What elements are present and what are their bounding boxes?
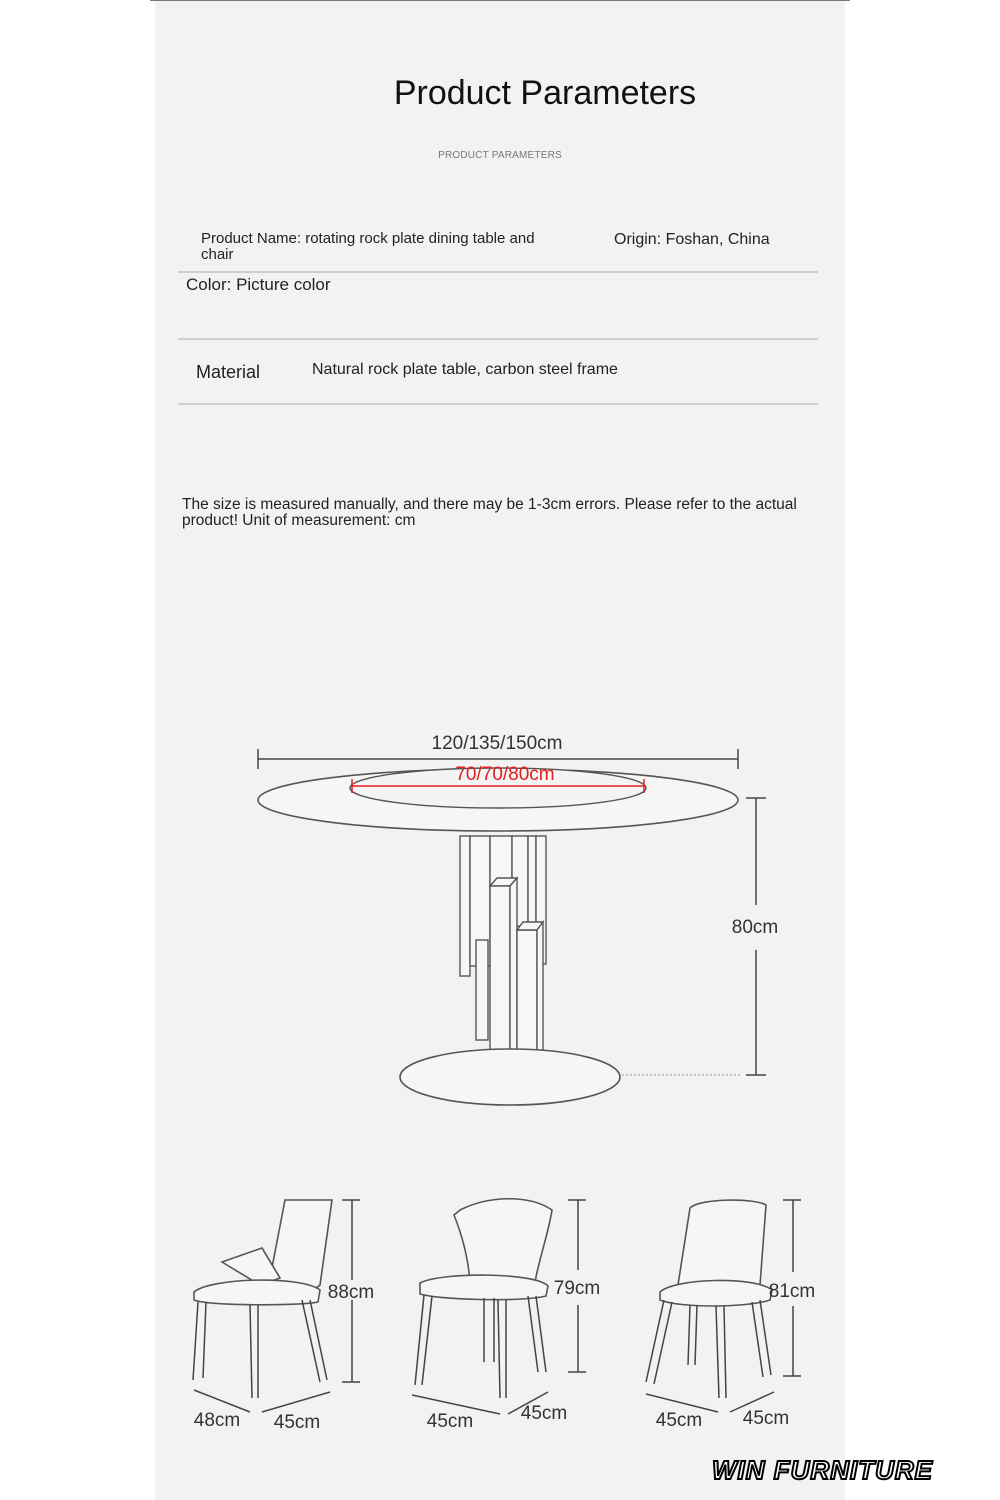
chair-2-depth: 45cm xyxy=(520,1403,568,1424)
product-name: Product Name: rotating rock plate dining table and chair xyxy=(201,230,535,263)
chair-2 xyxy=(412,1199,600,1432)
chair-2-width: 45cm xyxy=(426,1411,474,1432)
chair-2-height: 79cm xyxy=(553,1278,601,1299)
table-height-label: 80cm xyxy=(731,917,779,938)
chair-3 xyxy=(646,1200,815,1431)
origin: Origin: Foshan, China xyxy=(614,231,770,248)
chair-1-depth: 45cm xyxy=(273,1412,321,1433)
page-title: Product Parameters xyxy=(393,74,697,112)
chair-1-height: 88cm xyxy=(327,1282,375,1303)
chair-3-height: 81cm xyxy=(768,1281,816,1302)
chair-3-width: 45cm xyxy=(655,1410,703,1431)
brand-logo-text: WIN FURNITURE xyxy=(712,1455,933,1485)
turntable-label: 70/70/80cm xyxy=(455,764,555,785)
measurement-note: The size is measured manually, and there may be 1-3cm errors. Please refer to the actual product! Unit of measurement: cm xyxy=(182,496,797,529)
chair-3-depth: 45cm xyxy=(742,1408,790,1429)
material-value: Natural rock plate table, carbon steel frame xyxy=(312,361,618,378)
table-width-label: 120/135/150cm xyxy=(431,733,563,754)
table-base xyxy=(400,1049,620,1105)
chair-1-width: 48cm xyxy=(193,1410,241,1431)
color: Color: Picture color xyxy=(186,275,331,294)
material-label: Material xyxy=(196,362,261,382)
table-pedestal xyxy=(460,836,546,1076)
page-subtitle: PRODUCT PARAMETERS xyxy=(438,150,562,161)
brand-logo xyxy=(712,1455,944,1485)
chair-1 xyxy=(193,1200,374,1433)
